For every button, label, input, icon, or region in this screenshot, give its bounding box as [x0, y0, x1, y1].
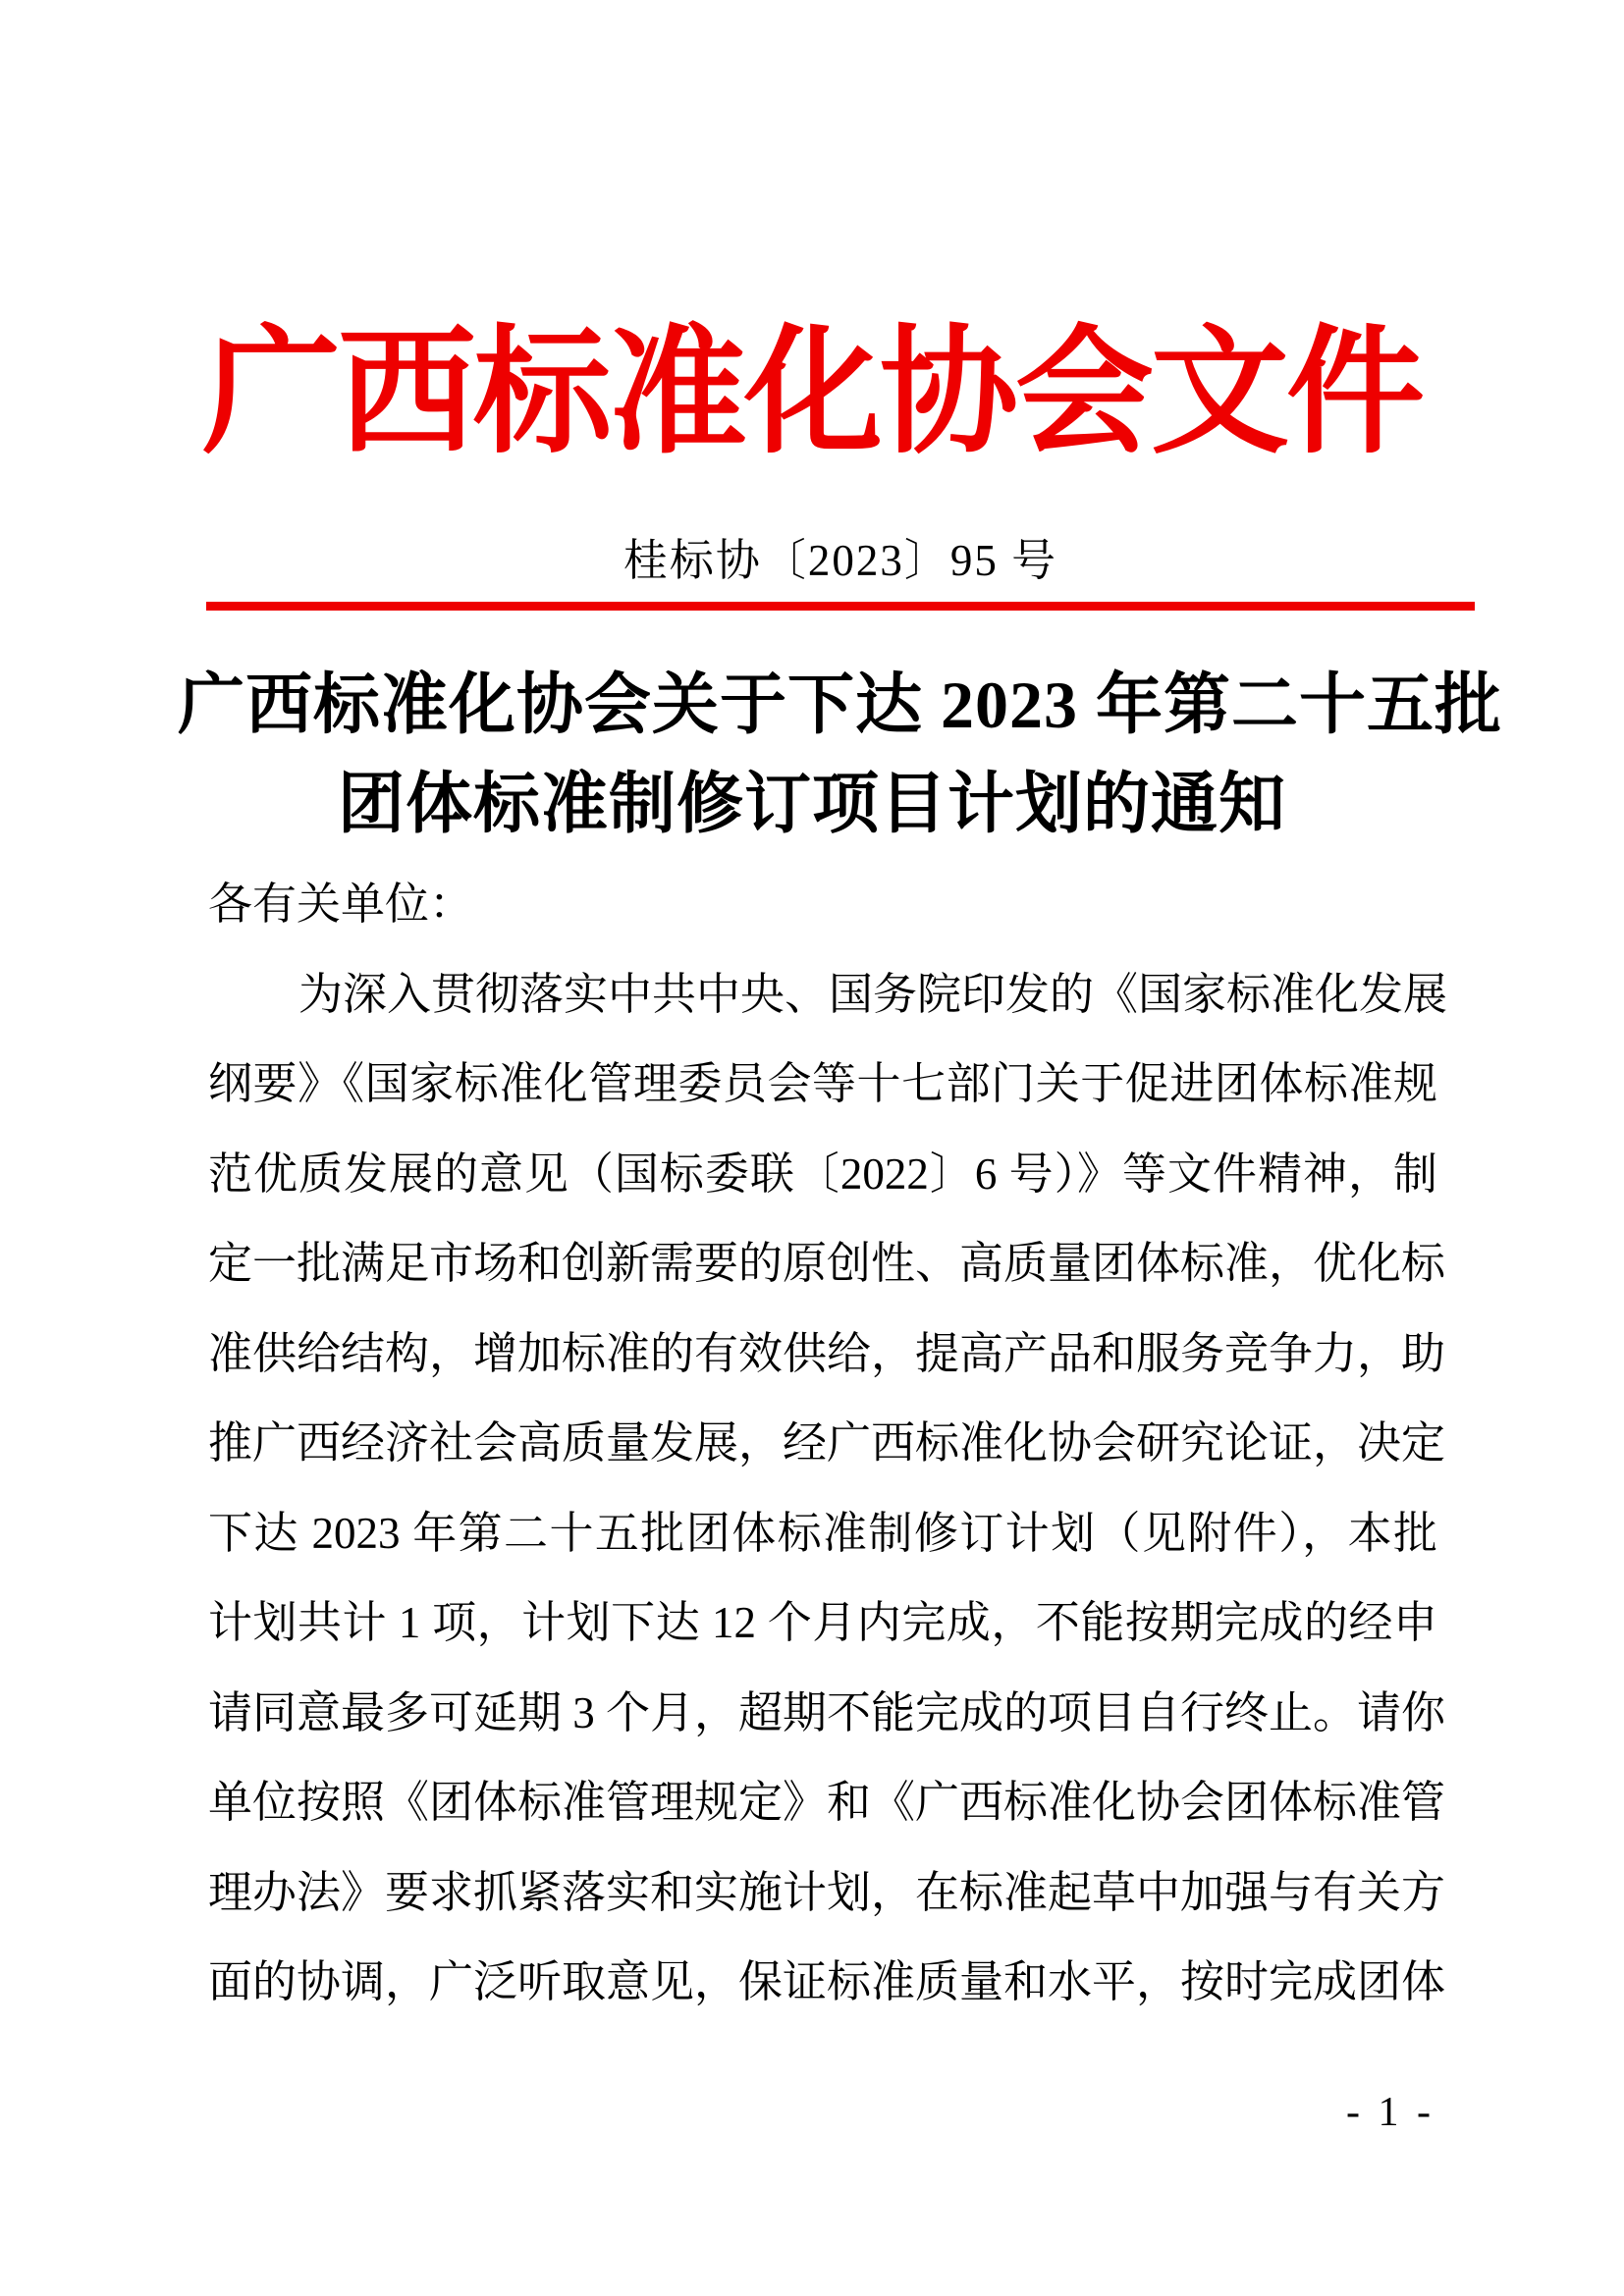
- doc-title-line-1: 广西标准化协会关于下达 2023 年第二十五批: [178, 667, 1503, 742]
- body-line: 推广西经济社会高质量发展，经广西标准化协会研究论证，决定: [208, 1418, 1446, 1468]
- salutation: 各有关单位：: [208, 880, 474, 929]
- agency-header-title: 广西标准化协会文件: [201, 317, 1422, 470]
- page-number: - 1 -: [1346, 2090, 1435, 2135]
- body-line: 单位按照《团体标准管理规定》和《广西标准化协会团体标准管: [208, 1778, 1446, 1827]
- body-line: 下达 2023 年第二十五批团体标准制修订计划（见附件），本批: [208, 1508, 1437, 1558]
- body-line: 理办法》要求抓紧落实和实施计划，在标准起草中加强与有关方: [208, 1867, 1446, 1917]
- red-divider-rule: [206, 602, 1475, 611]
- body-line: 准供给结构，增加标准的有效供给，提高产品和服务竞争力，助: [208, 1328, 1446, 1378]
- body-line: 纲要》《国家标准化管理委员会等十七部门关于促进团体标准规: [208, 1059, 1437, 1108]
- body-line: 请同意最多可延期 3 个月，超期不能完成的项目自行终止。请你: [208, 1687, 1446, 1737]
- body-line: 范优质发展的意见（国标委联〔2022〕6 号）》等文件精神，制: [208, 1148, 1437, 1199]
- body-line: 为深入贯彻落实中共中央、国务院印发的《国家标准化发展: [298, 969, 1448, 1019]
- doc-title-line-2: 团体标准制修订项目计划的通知: [337, 767, 1286, 841]
- body-line: 面的协调，广泛听取意见，保证标准质量和水平，按时完成团体: [208, 1957, 1446, 2006]
- doc-number: 桂标协〔2023〕95 号: [623, 536, 1058, 585]
- body-text: [208, 860, 1448, 2028]
- doc-title: [178, 656, 1503, 854]
- body-line: 计划共计 1 项，计划下达 12 个月内完成，不能按期完成的经申: [208, 1598, 1437, 1647]
- body-line: 定一批满足市场和创新需要的原创性、高质量团体标准，优化标: [208, 1239, 1446, 1288]
